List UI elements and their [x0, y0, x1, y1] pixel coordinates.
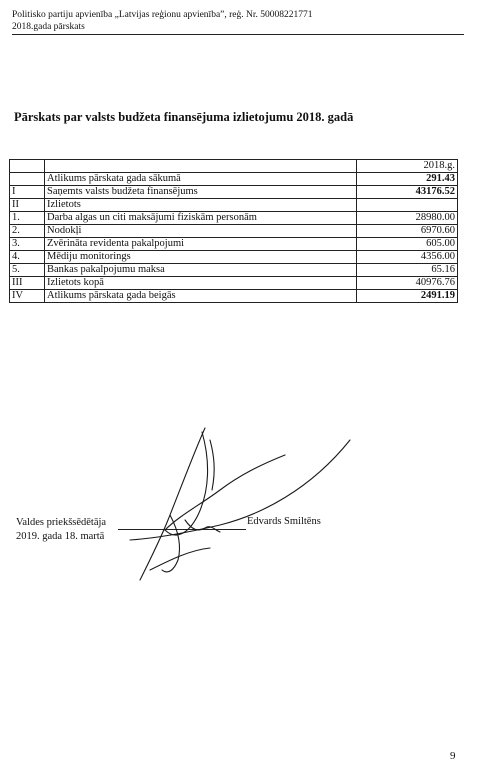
table-row [10, 186, 458, 199]
header-num-cell [10, 160, 45, 173]
row-label-cell: Atlikums pārskata gada beigās [45, 290, 357, 303]
row-number-cell: 1. [10, 212, 45, 225]
signature-block [16, 516, 106, 544]
row-value-cell: 65.16 [357, 264, 458, 277]
table-row [10, 251, 458, 264]
document-header [12, 9, 313, 33]
table-row [10, 238, 458, 251]
header-divider [12, 34, 464, 35]
year-header-cell: 2018.g. [357, 160, 458, 173]
report-title: Pārskats par valsts budžeta finansējuma izlietojumu 2018. gadā [14, 110, 354, 124]
row-label-cell: Atlikums pārskata gada sākumā [45, 173, 357, 186]
row-number-cell: III [10, 277, 45, 290]
row-number-cell: IV [10, 290, 45, 303]
table-row [10, 212, 458, 225]
row-number-cell: 2. [10, 225, 45, 238]
row-value-cell [357, 199, 458, 212]
page-number: 9 [450, 750, 456, 762]
row-label-cell: Bankas pakalpojumu maksa [45, 264, 357, 277]
table-row [10, 173, 458, 186]
header-report-year: 2018.gada pārskats [12, 22, 85, 32]
row-label-cell: Nodokļi [45, 225, 357, 238]
handwritten-signature [110, 420, 370, 590]
signer-name: Edvards Smiltēns [247, 516, 321, 527]
row-number-cell: I [10, 186, 45, 199]
row-number-cell: 5. [10, 264, 45, 277]
table-row [10, 264, 458, 277]
row-number-cell: 4. [10, 251, 45, 264]
row-number-cell [10, 173, 45, 186]
row-value-cell: 2491.19 [357, 290, 458, 303]
row-label-cell: Izlietots [45, 199, 357, 212]
row-number-cell: II [10, 199, 45, 212]
row-value-cell: 291.43 [357, 173, 458, 186]
signer-role: Valdes priekšsēdētāja [16, 517, 107, 528]
budget-table [9, 159, 458, 303]
row-label-cell: Saņemts valsts budžeta finansējums [45, 186, 357, 199]
table-header-row [10, 160, 458, 173]
row-value-cell: 4356.00 [357, 251, 458, 264]
table-row [10, 290, 458, 303]
row-label-cell: Izlietots kopā [45, 277, 357, 290]
table-row [10, 225, 458, 238]
row-value-cell: 6970.60 [357, 225, 458, 238]
table-row [10, 277, 458, 290]
row-label-cell: Zvērināta revidenta pakalpojumi [45, 238, 357, 251]
row-value-cell: 40976.76 [357, 277, 458, 290]
table-row [10, 199, 458, 212]
signature-date: 2019. gada 18. martā [16, 531, 105, 542]
row-label-cell: Darba algas un citi maksājumi fiziskām personām [45, 212, 357, 225]
row-value-cell: 28980.00 [357, 212, 458, 225]
row-label-cell: Mēdiju monitorings [45, 251, 357, 264]
row-value-cell: 43176.52 [357, 186, 458, 199]
header-organization: Politisko partiju apvienība „Latvijas reģionu apvienība”, reģ. Nr. 50008221771 [12, 10, 313, 20]
header-label-cell [45, 160, 357, 173]
row-value-cell: 605.00 [357, 238, 458, 251]
row-number-cell: 3. [10, 238, 45, 251]
